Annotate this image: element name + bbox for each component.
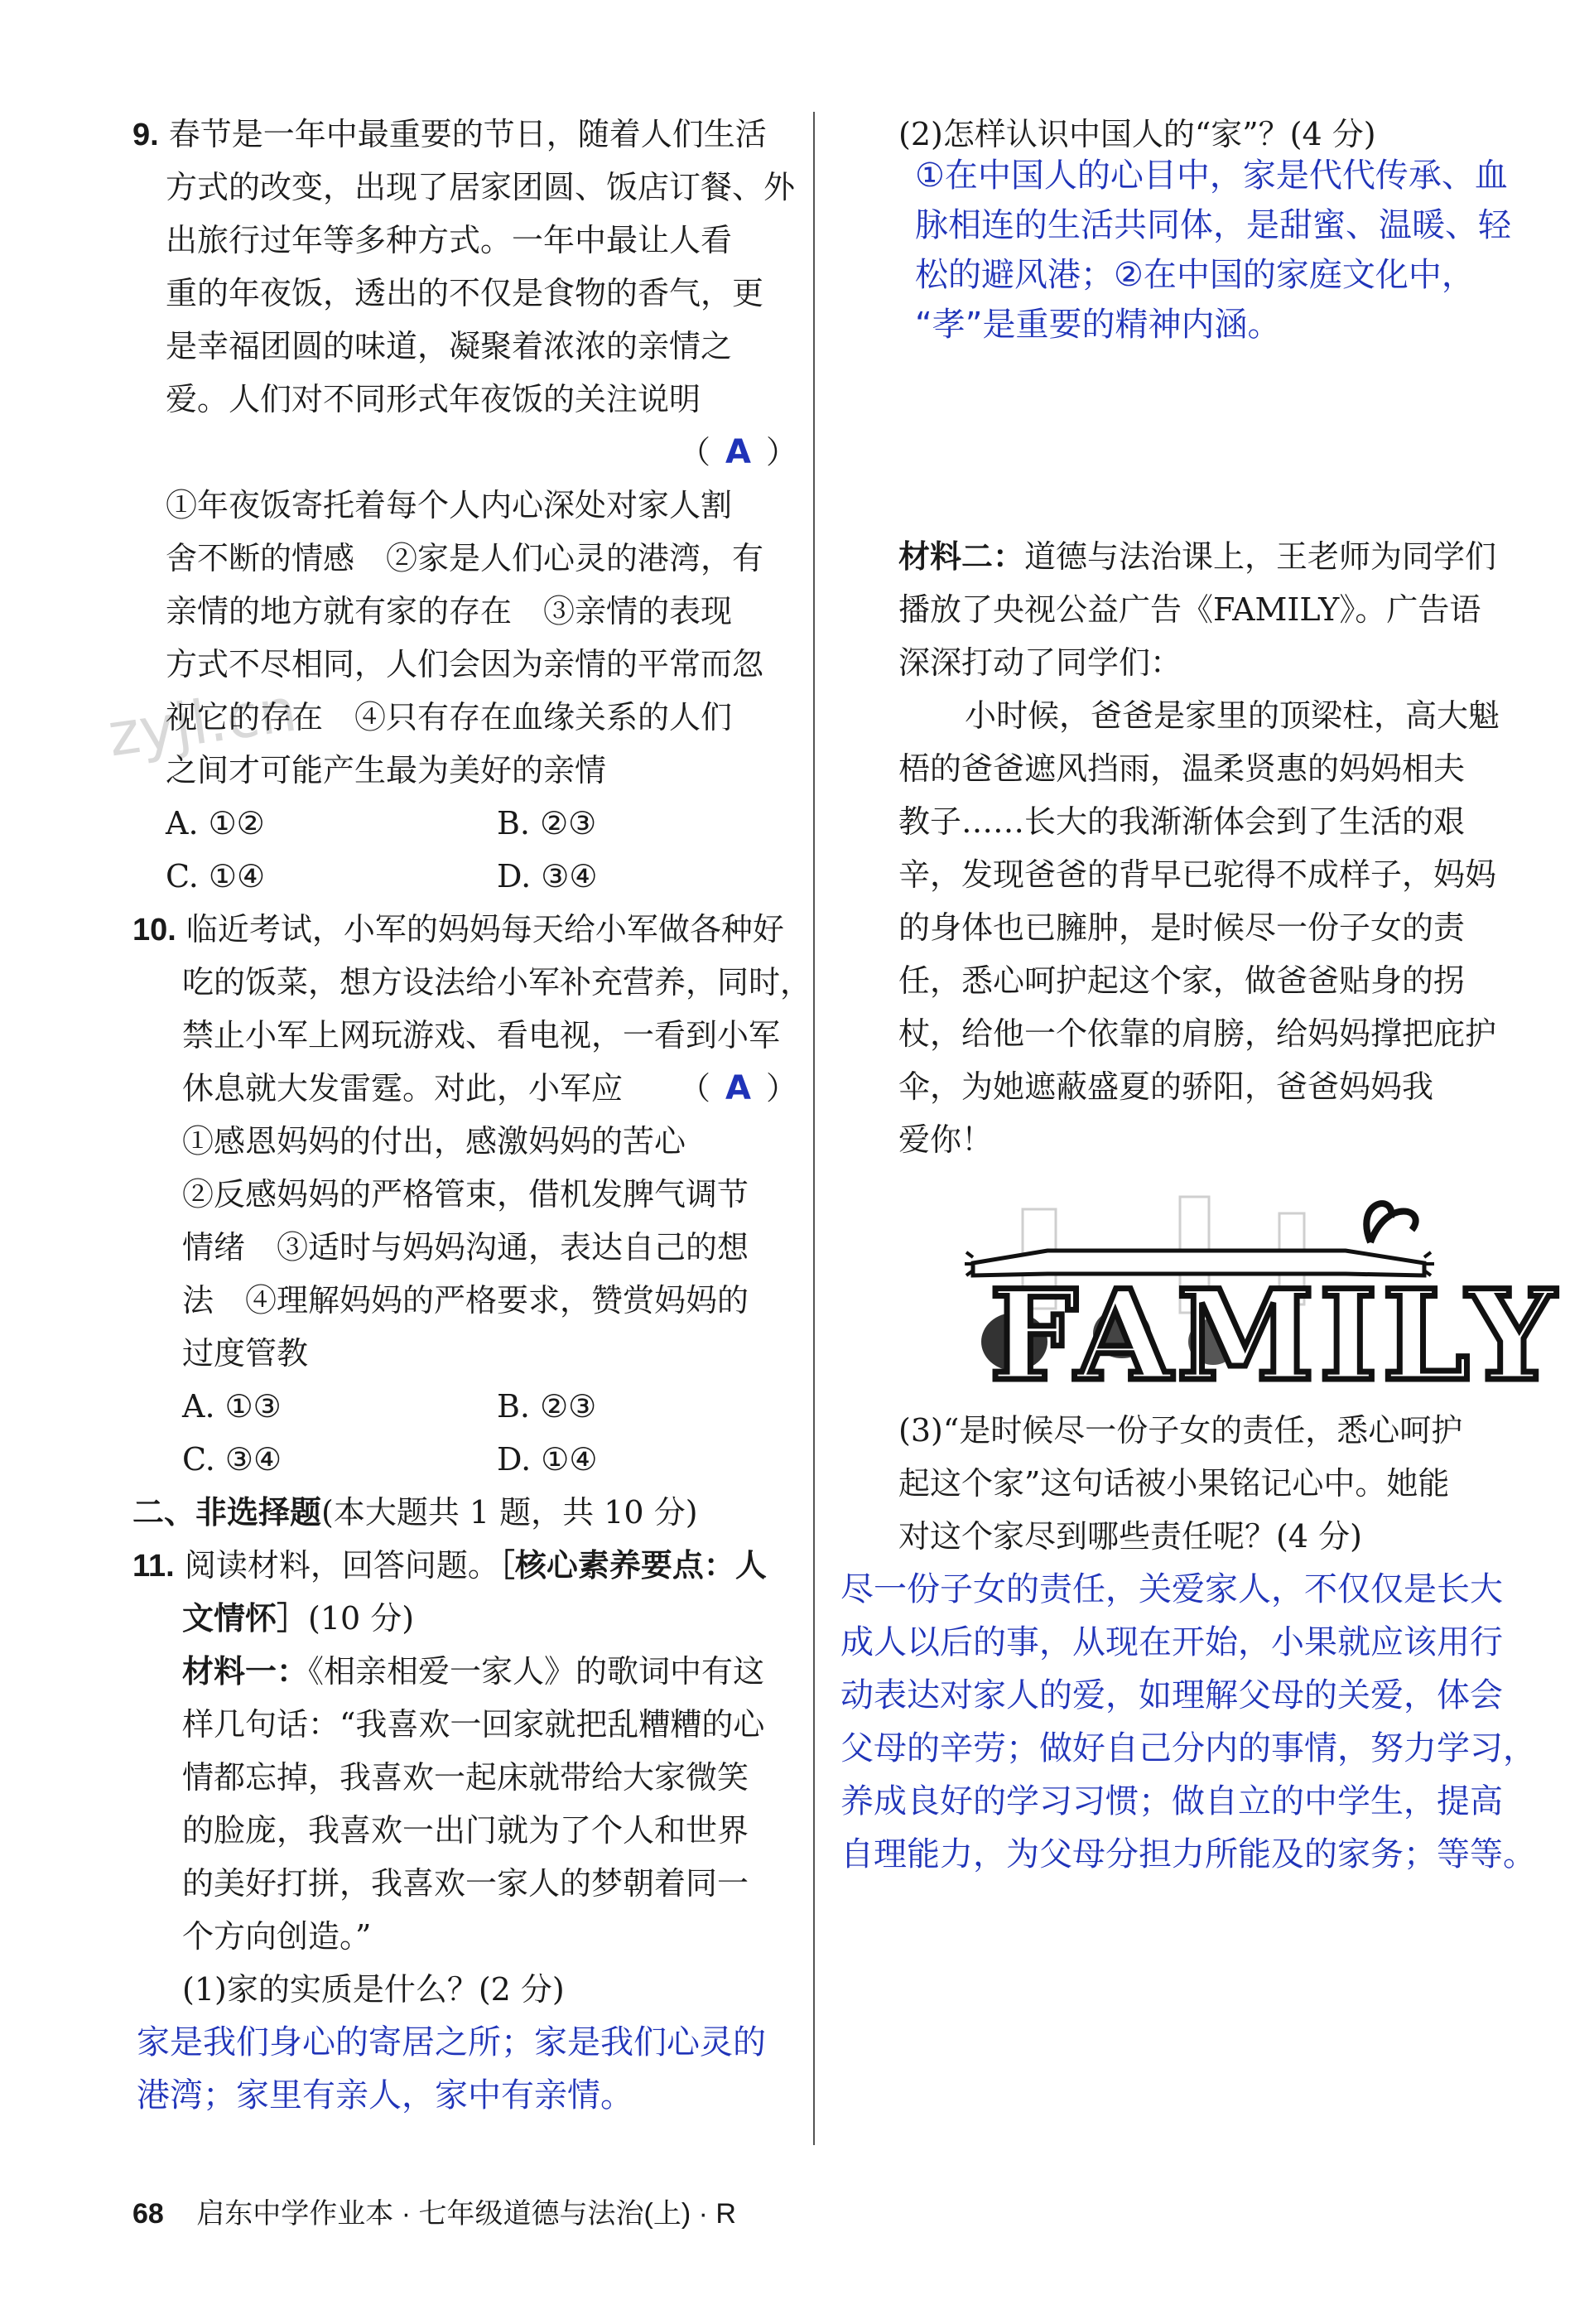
q11-line-0: 11. 阅读材料，回答问题。［核心素养要点：人 xyxy=(132,1546,767,1584)
q9-statement-4: 视它的存在 ④只有存在血缘关系的人们 xyxy=(166,699,733,735)
q11-ans1-1: 港湾；家里有亲人，家中有亲情。 xyxy=(137,2076,633,2114)
q11-sub3-0: (3)“是时候尽一份子女的责任，悉心呵护 xyxy=(898,1412,1463,1449)
book-title: 启东中学作业本 · 七年级道德与法治(上) · R xyxy=(196,2198,736,2230)
q11-ans2-1: 脉相连的生活共同体，是甜蜜、温暖、轻 xyxy=(915,206,1511,244)
material2-quote-7: 伞，为她遮蔽盛夏的骄阳，爸爸妈妈我 xyxy=(898,1068,1434,1105)
material2-quote-8: 爱你！ xyxy=(898,1121,994,1158)
page-number: 68 xyxy=(132,2198,164,2230)
q11-ans2-2: 松的避风港；②在中国的家庭文化中， xyxy=(915,256,1475,294)
q11-ans3-2: 动表达对家人的爱，如理解父母的关爱，体会 xyxy=(840,1676,1503,1714)
q9-statement-3: 方式不尽相同，人们会因为亲情的平常而忽 xyxy=(166,646,764,682)
q11-material1-3: 的脸庞，我喜欢一出门就为了个人和世界 xyxy=(182,1812,749,1849)
q11-ans2-0: ①在中国人的心目中，家是代代传承、血 xyxy=(915,157,1508,195)
family-illustration xyxy=(965,1193,1561,1409)
q11-sub2: (2)怎样认识中国人的“家”？(4 分) xyxy=(898,116,1376,152)
page-footer xyxy=(132,2191,736,2231)
q11-ans3-3: 父母的辛劳；做好自己分内的事情，努力学习， xyxy=(840,1729,1536,1767)
q10-line-1: 吃的饭菜，想方设法给小军补充营养，同时， xyxy=(182,964,812,1000)
q10-option-b: B. ②③ xyxy=(497,1388,597,1425)
q11-line-1: 文情怀］(10 分) xyxy=(182,1599,415,1637)
q9-line-3: 重的年夜饭，透出的不仅是食物的香气，更 xyxy=(166,275,764,311)
q9-option-b: B. ②③ xyxy=(497,805,597,841)
family-logo-text: FAMILY xyxy=(990,1263,1561,1409)
q10-statement-4: 过度管教 xyxy=(182,1335,309,1372)
q11-sub3-2: 对这个家尽到哪些责任呢？(4 分) xyxy=(898,1518,1362,1555)
q9-line-4: 是幸福团圆的味道，凝聚着浓浓的亲情之 xyxy=(166,328,733,364)
material2-quote-2: 教子……长大的我渐渐体会到了生活的艰 xyxy=(898,803,1466,840)
q10-option-d: D. ①④ xyxy=(497,1441,598,1478)
watermark: zyjl.cn xyxy=(104,674,301,770)
section-2-heading: 二、非选择题(本大题共 1 题，共 10 分) xyxy=(132,1493,698,1531)
q9-statement-1: 舍不断的情感 ②家是人们心灵的港湾，有 xyxy=(166,540,764,576)
q9-answer: （ A ） xyxy=(679,433,797,471)
q9-statement-5: 之间才可能产生最为美好的亲情 xyxy=(166,752,607,788)
material2-quote-5: 任，悉心呵护起这个家，做爸爸贴身的拐 xyxy=(898,962,1466,999)
q9-statement-2: 亲情的地方就有家的存在 ③亲情的表现 xyxy=(166,593,733,629)
q11-ans3-5: 自理能力，为父母分担力所能及的家务；等等。 xyxy=(840,1835,1536,1873)
material2-line-0: 材料二：道德与法治课上，王老师为同学们 xyxy=(898,538,1497,575)
q11-material1-2: 情都忘掉，我喜欢一起床就带给大家微笑 xyxy=(182,1759,749,1796)
q10-option-a: A. ①③ xyxy=(182,1388,282,1425)
q10-line-3: 休息就大发雷霆。对此，小军应 xyxy=(182,1070,624,1107)
material2-quote-1: 梧的爸爸遮风挡雨，温柔贤惠的妈妈相夫 xyxy=(898,750,1466,787)
material2-quote-4: 的身体也已臃肿，是时候尽一份子女的责 xyxy=(898,909,1466,946)
q9-line-5: 爱。人们对不同形式年夜饭的关注说明 xyxy=(166,381,701,417)
q9-line-2: 出旅行过年等多种方式。一年中最让人看 xyxy=(166,222,733,258)
q10-statement-3: 法 ④理解妈妈的严格要求，赞赏妈妈的 xyxy=(182,1282,749,1319)
q9-option-c: C. ①④ xyxy=(166,858,266,894)
q11-ans1-0: 家是我们身心的寄居之所；家是我们心灵的 xyxy=(137,2023,766,2061)
q9-option-a: A. ①② xyxy=(166,805,265,841)
q11-ans3-1: 成人以后的事，从现在开始，小果就应该用行 xyxy=(840,1623,1503,1661)
q11-material1-0: 材料一：《相亲相爱一家人》的歌词中有这 xyxy=(182,1652,765,1690)
q9-option-d: D. ③④ xyxy=(497,858,598,894)
q11-ans2-3: “孝”是重要的精神内涵。 xyxy=(915,306,1281,344)
q10-statement-2: 情绪 ③适时与妈妈沟通，表达自己的想 xyxy=(182,1229,749,1266)
q11-sub3-1: 起这个家”这句话被小果铭记心中。她能 xyxy=(898,1465,1450,1502)
q11-material1-5: 个方向创造。” xyxy=(182,1918,372,1955)
material2-quote-0: 小时候，爸爸是家里的顶梁柱，高大魁 xyxy=(965,697,1500,734)
q10-line-2: 禁止小军上网玩游戏、看电视，一看到小军 xyxy=(182,1017,781,1054)
q11-sub1: (1)家的实质是什么？(2 分) xyxy=(182,1971,565,2008)
material2-line-2: 深深打动了同学们： xyxy=(898,644,1182,681)
q11-material1-4: 的美好打拼，我喜欢一家人的梦朝着同一 xyxy=(182,1865,749,1902)
q9-line-1: 方式的改变，出现了居家团圆、饭店订餐、外 xyxy=(166,169,796,205)
q10-line-0: 10. 临近考试，小军的妈妈每天给小军做各种好 xyxy=(132,911,784,947)
column-divider xyxy=(813,112,815,2145)
q10-option-c: C. ③④ xyxy=(182,1441,282,1478)
q10-statement-1: ②反感妈妈的严格管束，借机发脾气调节 xyxy=(182,1176,749,1213)
material2-line-1: 播放了央视公益广告《FAMILY》。广告语 xyxy=(898,591,1481,628)
q11-ans3-0: 尽一份子女的责任，关爱家人，不仅仅是长大 xyxy=(840,1570,1503,1608)
q11-material1-1: 样几句话：“我喜欢一回家就把乱糟糟的心 xyxy=(182,1706,765,1743)
q11-ans3-4: 养成良好的学习习惯；做自立的中学生，提高 xyxy=(840,1782,1503,1820)
q10-answer: （ A ） xyxy=(679,1069,797,1107)
material2-quote-6: 杖，给他一个依靠的肩膀，给妈妈撑把庇护 xyxy=(898,1015,1497,1052)
q10-statement-0: ①感恩妈妈的付出，感激妈妈的苦心 xyxy=(182,1123,686,1160)
q9-line-0: 9. 春节是一年中最重要的节日，随着人们生活 xyxy=(132,116,767,152)
q9-statement-0: ①年夜饭寄托着每个人内心深处对家人割 xyxy=(166,487,733,523)
material2-quote-3: 辛，发现爸爸的背早已驼得不成样子，妈妈 xyxy=(898,856,1497,893)
